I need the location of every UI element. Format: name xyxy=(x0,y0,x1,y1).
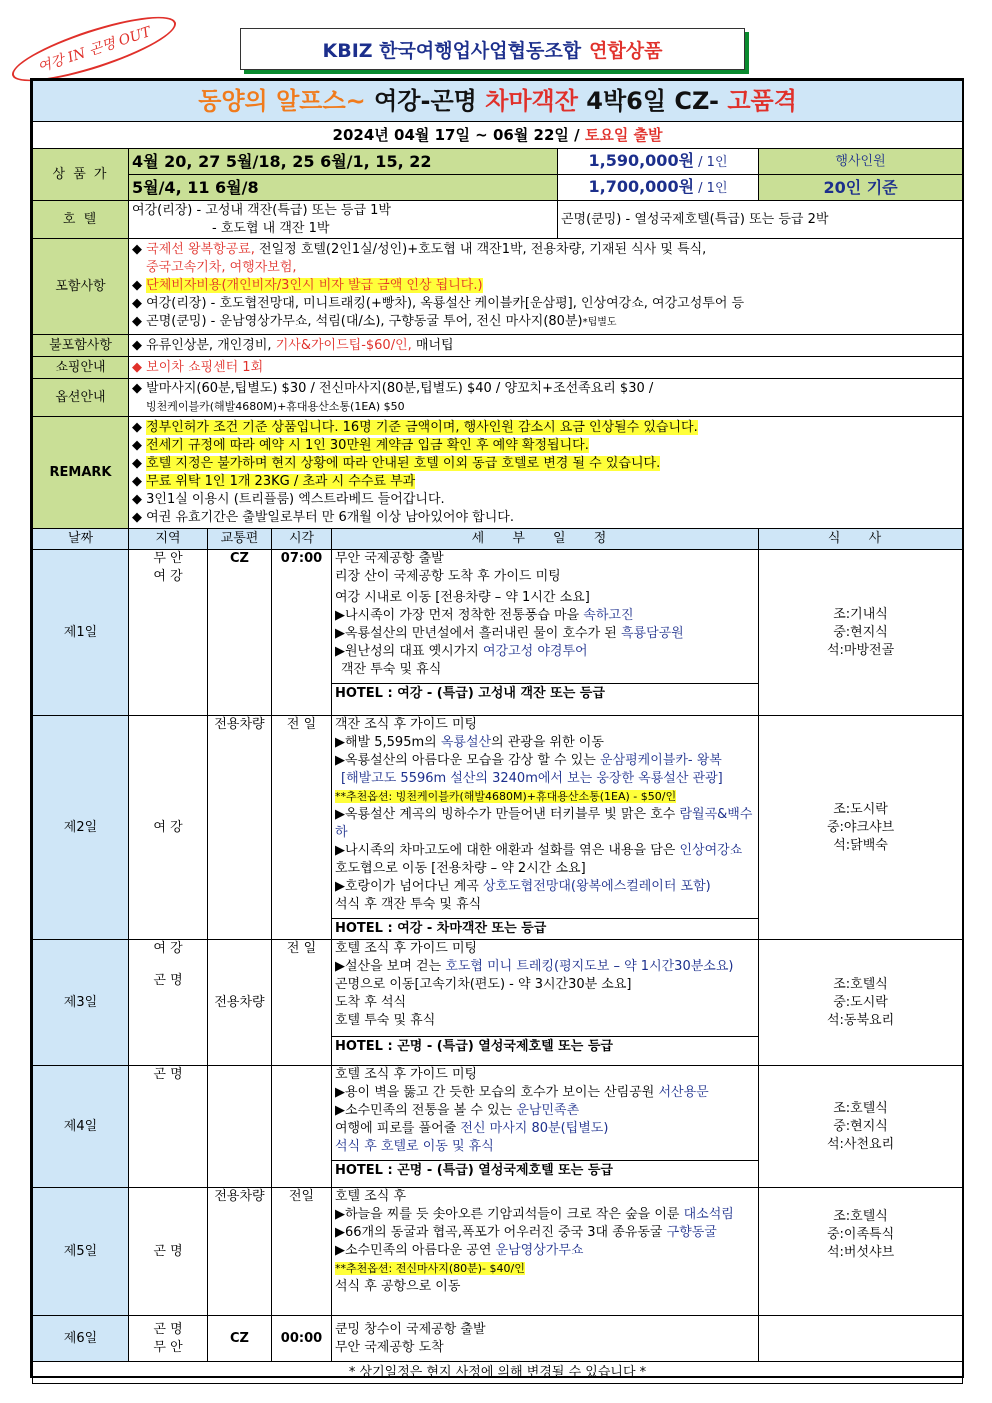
price-label: 상 품 가 xyxy=(33,149,129,201)
day2-transport: 전용차량 xyxy=(208,716,272,940)
departure-day: 토요일 출발 xyxy=(584,126,663,144)
shopping-label: 쇼핑안내 xyxy=(33,357,129,379)
options-label: 옵션안내 xyxy=(33,379,129,417)
options-row xyxy=(33,379,963,417)
options-content: ◆ 발마사지(60분,팁별도) $30 / 전신마사지(80분,팁별도) $40 / 양꼬치+조선족요리 $30 / 빙천케이블카(해발4680M)+휴대용산소통(1EA) $50 xyxy=(129,379,963,417)
stamp-badge: 여강 IN 곤명 OUT xyxy=(6,4,181,93)
excluded-content: ◆ 유류인상분, 개인경비, 기사&가이드팁-$60/인, 매너팁 xyxy=(129,335,963,357)
included-content: ◆ 국제선 왕복항공료, 전일정 호텔(2인1실/성인)+호도협 내 객잔1박, 전용차량, 기재된 식사 및 특식, 중국고속기차, 여행자보험, ◆ 단체비자비용(개인비자/3인시 비자 발급 금액 인상 됩니다.) ◆ 여강(리장) - 호도협전망대, 미니트래킹(+빵차), 옥룡설산 케이블카[운삼평], 인상여강쇼, 여강고성투어 등 ◆ 곤명(쿤밍) - 운남영상가무쇼, 석림(대/소), 구향동굴 투어, 전신 마사지(80분)*팁별도 xyxy=(129,239,963,335)
schedule-header: 날짜 지역 교통편 시각 세 부 일 정 식 사 xyxy=(33,529,963,550)
remark-row xyxy=(33,417,963,529)
price-amount-1: 1,590,000원 / 1인 xyxy=(558,149,759,175)
page-title: 동양의 알프스~ 여강-곤명 차마객잔 4박6일 CZ- 고품격 xyxy=(33,81,963,122)
included-row xyxy=(33,239,963,335)
period-row xyxy=(33,122,963,149)
day3-transport: 전용차량 xyxy=(208,940,272,1066)
day2-label: 제2일 xyxy=(33,716,129,940)
day1-row xyxy=(33,550,963,716)
day5-transport: 전용차량 xyxy=(208,1188,272,1316)
header-banner xyxy=(240,28,745,70)
day4-region: 곤 명 xyxy=(129,1066,208,1188)
price-dates-1: 4월 20, 27 5월/18, 25 6월/1, 15, 22 xyxy=(129,149,558,175)
title-row xyxy=(33,81,963,122)
footer-row xyxy=(33,1362,963,1384)
remark-content: ◆ 정부인허가 조건 기준 상품입니다. 16명 기준 금액이며, 행사인원 감소시 요금 인상될수 있습니다. ◆ 전세기 규정에 따라 예약 시 1인 30만원 계약금 입금 확인 후 예약 확정됩니다. ◆ 호텔 지정은 불가하며 현지 상황에 따라 안내된 호텔 이외 동급 호텔로 변경 될 수 있습니다. ◆ 무료 위탁 1인 1개 23KG / 초과 시 수수료 부과 ◆ 3인1실 이용시 (트리플룸) 엑스트라베드 들어갑니다. ◆ 여권 유효기간은 출발일로부터 만 6개월 이상 남아있어야 합니다. xyxy=(129,417,963,529)
hotel-right: 곤명(쿤밍) - 열성국제호텔(특급) 또는 등급 2박 xyxy=(558,201,963,239)
day6-time: 00:00 xyxy=(272,1316,332,1362)
day4-row xyxy=(33,1066,963,1188)
day5-row xyxy=(33,1188,963,1316)
day1-transport: CZ xyxy=(208,550,272,716)
day5-label: 제5일 xyxy=(33,1188,129,1316)
price-row-1 xyxy=(33,149,963,175)
org-name: KBIZ 한국여행업사업협동조합 xyxy=(322,39,582,62)
shopping-content: ◆ 보이차 쇼핑센터 1회 xyxy=(129,357,963,379)
excluded-label: 불포함사항 xyxy=(33,335,129,357)
period-dates: 2024년 04월 17일 ~ 06월 22일 / xyxy=(332,126,580,144)
day3-row xyxy=(33,940,963,1066)
hotel-row xyxy=(33,201,963,239)
remark-label: REMARK xyxy=(33,417,129,529)
day6-label: 제6일 xyxy=(33,1316,129,1362)
day3-detail: 호텔 조식 후 가이드 미팅 ▶설산을 보며 걷는 호도협 미니 트레킹(평지도보 – 약 1시간30분소요) 곤명으로 이동[고속기차(편도) - 약 3시간30분 소요] 도착 후 석식 호텔 투숙 및 휴식 HOTEL : 곤명 - (특급) 열성국제호텔 또는 등급 xyxy=(332,940,759,1066)
day2-time: 전 일 xyxy=(272,716,332,940)
day2-row xyxy=(33,716,963,940)
included-label: 포함사항 xyxy=(33,239,129,335)
day4-meals: 조:호텔식 중:현지식 석:사천요리 xyxy=(759,1066,963,1188)
excluded-row xyxy=(33,335,963,357)
day3-hotel: HOTEL : 곤명 - (특급) 열성국제호텔 또는 등급 xyxy=(332,1036,758,1057)
day1-label: 제1일 xyxy=(33,550,129,716)
day6-region: 곤 명 무 안 xyxy=(129,1316,208,1362)
group-label: 행사인원 xyxy=(759,149,963,175)
info-table xyxy=(32,80,963,1384)
day1-detail: 무안 국제공항 출발 리장 산이 국제공항 도착 후 가이드 미팅 여강 시내로 이동 [전용차량 – 약 1시간 소요] ▶나시족이 가장 먼저 정착한 전통풍습 마을 속하고진 ▶옥룡설산의 만년설에서 흘러내린 물이 호수가 된 흑룡담공원 ▶원난성의 대표 옛시가지 여강고성 야경투어 객잔 투숙 및 휴식 HOTEL : 여강 - (특급) 고성내 객잔 또는 등급 xyxy=(332,550,759,716)
footer-note: * 상기일정은 현지 사정에 의해 변경될 수 있습니다 * xyxy=(33,1362,963,1384)
itinerary-sheet xyxy=(30,78,964,1378)
day1-hotel: HOTEL : 여강 - (특급) 고성내 객잔 또는 등급 xyxy=(332,683,758,704)
price-row-2 xyxy=(33,175,963,201)
day5-detail: 호텔 조식 후 ▶하늘을 찌를 듯 솟아오른 기암괴석들이 크로 작은 숲을 이룬 대소석림 ▶66개의 동굴과 협곡,폭포가 어우러진 중국 3대 종유동굴 구향동굴 ▶소수민족의 아름다운 공연 운남영상가무쇼 **추천옵션: 전신마사지(80분)- $40/인 석식 후 공항으로 이동 xyxy=(332,1188,759,1316)
day1-meals: 조:기내식 중:현지식 석:마방전골 xyxy=(759,550,963,716)
day1-time: 07:00 xyxy=(272,550,332,716)
day4-hotel: HOTEL : 곤명 - (특급) 열성국제호텔 또는 등급 xyxy=(332,1160,758,1181)
day2-hotel: HOTEL : 여강 - 차마객잔 또는 등급 xyxy=(332,918,758,939)
product-type: 연합상품 xyxy=(589,39,663,62)
day3-meals: 조:호텔식 중:도시락 석:동북요리 xyxy=(759,940,963,1066)
day6-detail: 쿤밍 창수이 국제공항 출발 무안 국제공항 도착 xyxy=(332,1316,759,1362)
group-value: 20인 기준 xyxy=(759,175,963,201)
day1-region: 무 안 여 강 xyxy=(129,550,208,716)
hotel-label: 호 텔 xyxy=(33,201,129,239)
day3-label: 제3일 xyxy=(33,940,129,1066)
day5-meals: 조:호텔식 중:이족특식 석:버섯샤브 xyxy=(759,1188,963,1316)
day2-meals: 조:도시락 중:야크샤브 석:닭백숙 xyxy=(759,716,963,940)
day2-region: 여 강 xyxy=(129,716,208,940)
shopping-row xyxy=(33,357,963,379)
price-amount-2: 1,700,000원 / 1인 xyxy=(558,175,759,201)
day6-row xyxy=(33,1316,963,1362)
day2-detail: 객잔 조식 후 가이드 미팅 ▶해발 5,595m의 옥룡설산의 관광을 위한 이동 ▶옥룡설산의 아름다운 모습을 감상 할 수 있는 운삼평케이블카- 왕복 [해발고도 5596m 설산의 3240m에서 보는 웅장한 옥룡설산 관광] **추천옵션: 빙천케이블카(해발4680M)+휴대용산소통(1EA) - $50/인 ▶옥룡설산 계곡의 빙하수가 만들어낸 터키블루 빛 맑은 호수 람월곡&백수하 ▶나시족의 차마고도에 대한 애환과 설화를 엮은 내용을 담은 인상여강쇼 호도협으로 이동 [전용차량 – 약 2시간 소요] ▶호랑이가 넘어다닌 계곡 상호도협전망대(왕복에스컬레이터 포함) 석식 후 객잔 투숙 및 휴식 HOTEL : 여강 - 차마객잔 또는 등급 xyxy=(332,716,759,940)
day3-region: 여 강 곤 명 xyxy=(129,940,208,1066)
day5-time: 전일 xyxy=(272,1188,332,1316)
hotel-left: 여강(리장) - 고성내 객잔(특급) 또는 등급 1박 - 호도협 내 객잔 1박 xyxy=(129,201,558,239)
day5-region: 곤 명 xyxy=(129,1188,208,1316)
day3-time: 전 일 xyxy=(272,940,332,1066)
price-dates-2: 5월/4, 11 6월/8 xyxy=(129,175,558,201)
day6-transport: CZ xyxy=(208,1316,272,1362)
day4-detail: 호텔 조식 후 가이드 미팅 ▶용이 벽을 뚫고 간 듯한 모습의 호수가 보이는 산림공원 서산용문 ▶소수민족의 전통을 볼 수 있는 운남민족촌 여행에 피로를 풀어줄 전신 마사지 80분(팁별도) 석식 후 호텔로 이동 및 휴식 HOTEL : 곤명 - (특급) 열성국제호텔 또는 등급 xyxy=(332,1066,759,1188)
day4-label: 제4일 xyxy=(33,1066,129,1188)
